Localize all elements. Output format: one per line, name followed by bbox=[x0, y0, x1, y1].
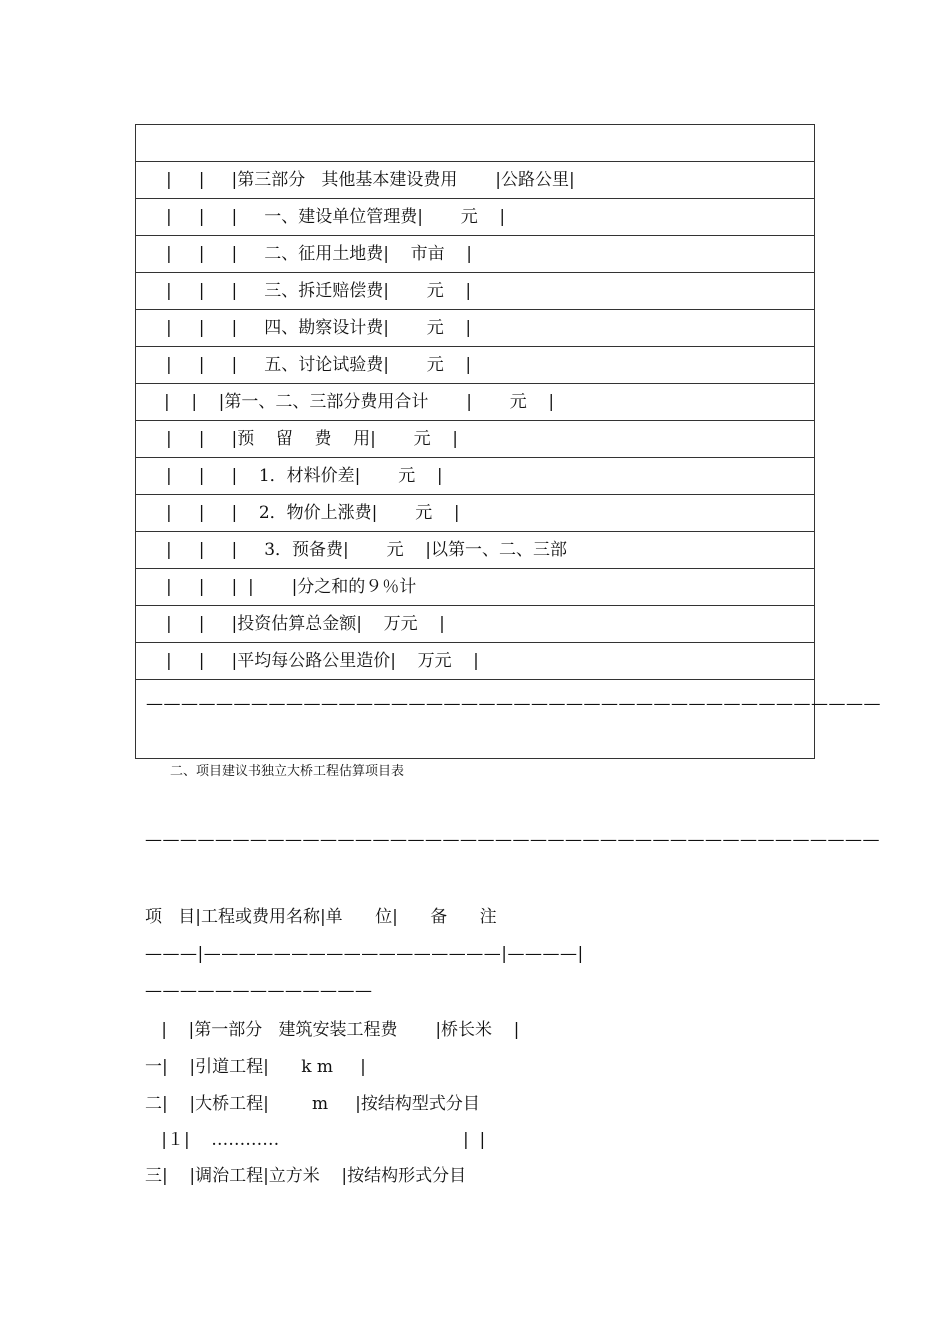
table-row bbox=[136, 643, 814, 680]
table-row bbox=[136, 495, 814, 532]
estimate-table bbox=[135, 124, 881, 759]
table-row bbox=[136, 199, 814, 236]
list-item-bridge: 二| |大桥工程| m |按结构型式分目 bbox=[145, 1094, 480, 1114]
table-row bbox=[136, 569, 814, 606]
table-row bbox=[136, 421, 814, 458]
list-item-regulation: 三| |调治工程|立方米 |按结构形式分目 bbox=[145, 1166, 467, 1186]
table-row-text: | | | 四、勘察设计费| 元 | bbox=[166, 318, 472, 338]
table-row-text: | | | | |分之和的９％计 bbox=[166, 577, 417, 597]
table-row bbox=[136, 384, 814, 421]
table-row-empty bbox=[136, 125, 814, 162]
table-row bbox=[136, 236, 814, 273]
table-row-text: | | | 2．物价上涨费| 元 | bbox=[166, 503, 460, 523]
table-row-text: | | |预 留 费 用| 元 | bbox=[166, 429, 458, 449]
table-row-text: | | | 二、征用土地费| 市亩 | bbox=[166, 244, 472, 264]
table-row-text: | | |投资估算总金额| 万元 | bbox=[166, 614, 445, 634]
table-row-text: | | | 五、讨论试验费| 元 | bbox=[166, 355, 472, 375]
dash-rule-top: —————————————————————————————————————————— bbox=[145, 830, 880, 850]
table-row-text: | | | 一、建设单位管理费| 元 | bbox=[166, 207, 506, 227]
table-row-text: | | |平均每公路公里造价| 万元 | bbox=[166, 651, 479, 671]
table-row bbox=[136, 532, 814, 569]
table-row-text: | | | 三、拆迁赔偿费| 元 | bbox=[166, 281, 472, 301]
dash-rule-header: ———|—————————————————|————|————————————— bbox=[145, 944, 584, 1001]
table-row bbox=[136, 310, 814, 347]
dash-rule: —————————————————————————————————————————— bbox=[146, 694, 881, 714]
table-row-text: | | | 3．预备费| 元 |以第一、二、三部 bbox=[166, 540, 567, 560]
section-caption: 二、项目建议书独立大桥工程估算项目表 bbox=[170, 764, 405, 779]
table-row-text: | | | 1．材料价差| 元 | bbox=[166, 466, 443, 486]
list-item-approach: 一| |引道工程| k m | bbox=[145, 1057, 366, 1077]
table-row bbox=[136, 458, 814, 495]
table-row-dash-rule bbox=[136, 680, 881, 757]
list-item-part-one: | |第一部分 建筑安装工程费 |桥长米 | bbox=[145, 1020, 520, 1040]
header-line: 项 目|工程或费用名称|单 位| 备 注 bbox=[145, 907, 497, 927]
table-row bbox=[136, 273, 814, 310]
table-row bbox=[136, 606, 814, 643]
table-row-text: | | |第一、二、三部分费用合计 | 元 | bbox=[164, 392, 555, 412]
table-row bbox=[136, 347, 814, 384]
list-item-sub: |１| ………… | | bbox=[145, 1130, 486, 1150]
table-row-text: | | |第三部分 其他基本建设费用 |公路公里| bbox=[166, 170, 575, 190]
table-row bbox=[136, 162, 814, 199]
